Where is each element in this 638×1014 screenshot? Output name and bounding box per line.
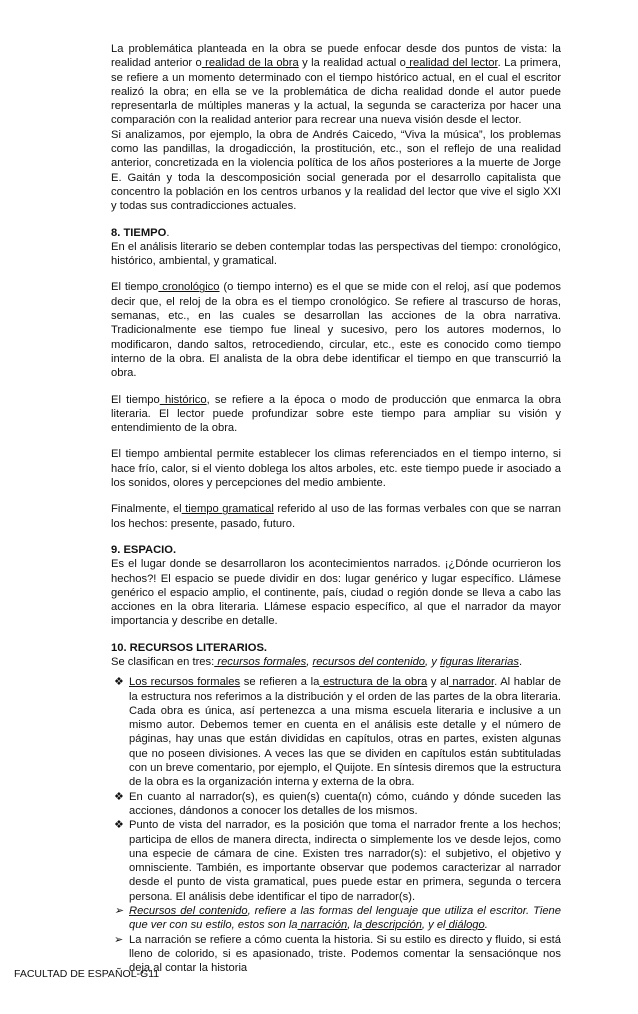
tiempo-intro: En el análisis literario se deben contemplar todas las perspectivas del tiempo: cronológico, histórico, ambiental, y gramatical. — [111, 240, 561, 268]
tiempo-historico-paragraph: El tiempo histórico, se refiere a la época o modo de producción que enmarca la obra literaria. El lector puede profundizar sobre este tiempo para ampliar su visión y entendimiento de la obra. — [111, 393, 561, 435]
tiempo-gramatical-paragraph: Finalmente, el tiempo gramatical referido al uso de las formas verbales con que se narran los hechos: presente, pasado, futuro. — [111, 503, 561, 530]
page-footer: FACULTAD DE ESPAÑOL-G11 — [14, 968, 160, 980]
section-heading-tiempo: 8. TIEMPO. — [111, 226, 170, 239]
link-realidad-obra: realidad de la obra — [201, 57, 299, 70]
list-item: ❖ En cuanto al narrador(s), es quien(s) cuenta(n) cómo, cuándo y dónde suceden las acciones, dándonos a conocer los detalles de los mismos. — [114, 790, 561, 817]
diamond-bullet-icon: ❖ — [114, 790, 124, 803]
document-body — [111, 42, 561, 976]
list-item: ➢ Recursos del contenido, refiere a las formas del lenguaje que utiliza el escritor. Tiene que ver con su estilo, estos son la narración, la descripción, y el diálogo. — [114, 905, 561, 932]
espacio-paragraph: Es el lugar donde se desarrollaron los acontecimientos narrados. ¡¿Dónde ocurrieron los hechos?! El espacio se puede dividir en dos: lugar genérico y lugar específico. Llámese genérico el espacio amplio, el continente, país, ciudad o región donde se lleva a cabo las acciones en la obra literaria. Llámese espacio específico, al que el narrador da mayor importancia y describe en detalle. — [111, 558, 561, 628]
intro-paragraph-1: La problemática planteada en la obra se puede enfocar desde dos puntos de vista: la realidad anterior o realidad de la obra y la realidad actual o realidad del lector. La primera, se refiere a un momento determinado con el tiempo histórico actual, en el cual el escritor realizó la obra; en ella se ve la problemática de dicha realidad donde el autor puede representarla de múltiples maneras y la actual, la segunda se caracteriza por hacer una comparación con la realidad anterior para recrear una nueva visión desde el lector. — [111, 43, 561, 127]
section-heading-espacio: 9. ESPACIO. — [111, 543, 177, 556]
arrow-bullet-icon: ➢ — [114, 905, 124, 918]
list-item: ❖ Punto de vista del narrador, es la posición que toma el narrador frente a los hechos; participa de ellos de manera directa, indirecta o simplemente los ve desde lejos, como una especie de cámara de cine. Existen tres narrador(s): el subjetivo, el objetivo y omnisciente. También, es importante observar que podemos caracterizar al narrador desde el punto de vista gramatical, pues puede estar en primera, segunda o tercera persona. El análisis debe identificar el tipo de narrador(s). — [114, 819, 561, 903]
intro-paragraph-2: Si analizamos, por ejemplo, la obra de Andrés Caicedo, “Viva la música”, los problemas como las pandillas, la drogadicción, la prostitución, etc., son el reflejo de una realidad anterior, concretizada en la violencia política de los años posteriores a la muerte de Jorge E. Gaitán y toda la descomposición social generada por el desarrollo capitalista que concentro la población en los centros urbanos y la realidad del lector que vive el siglo XXI y todas sus contradicciones actuales. — [111, 128, 561, 213]
arrow-bullet-icon: ➢ — [114, 933, 124, 946]
diamond-bullet-icon: ❖ — [114, 676, 124, 689]
section-heading-recursos: 10. RECURSOS LITERARIOS. — [111, 641, 268, 654]
recursos-intro: Se clasifican en tres: recursos formales, recursos del contenido, y figuras literarias. — [111, 655, 523, 668]
recursos-list — [111, 675, 561, 975]
tiempo-cronologico-paragraph: El tiempo cronológico (o tiempo interno) es el que se mide con el reloj, así que podemos decir que, el reloj de la obra es el tiempo cronológico. Se refiere al trascurso de horas, semanas, etc., en las cuales se desarrollan las acciones de la obra narrativa. Tradicionalmente ese tiempo fue lineal y sucesivo, pero los autores modernos, lo modificaron, dando saltos, retrocediendo, circular, etc., este es conocido como tiempo interno de la obra. El analista de la obra debe identificar el tiempo en que transcurrió la obra. — [111, 281, 561, 380]
list-item: ❖ Los recursos formales se refieren a la estructura de la obra y al narrador. Al hablar de la estructura nos referimos a la distribución y el orden de las partes de la obra literaria. Cada obra es única, así pertenezca a una misma escuela literaria e inclusive a un mismo autor. Debemos temer en cuenta en el análisis este detalle y el número de páginas, hay unas que están divididas en capítulos, otras en partes, existen algunas que no poseen divisiones. A veces las que se dividen en capítulos están subtituladas con un breve comentario, por ejemplo, el Quijote. En síntesis diremos que la estructura de la obra es la organización interna y externa de la obra. — [114, 676, 561, 789]
link-realidad-lector: realidad del lector — [405, 57, 498, 70]
list-item: ➢ La narración se refiere a cómo cuenta la historia. Si su estilo es directo y fluido, si está lleno de colorido, si es apasionado, triste. Podemos comentar la sensaciónque nos deja al contar la historia — [114, 933, 561, 975]
tiempo-ambiental-paragraph: El tiempo ambiental permite establecer los climas referenciados en el tiempo interno, si hace frío, calor, si el viento doblega los altos arboles, etc. este tiempo puede ir asociado a los sonidos, olores y percepciones del medio ambiente. — [111, 448, 561, 490]
diamond-bullet-icon: ❖ — [114, 819, 124, 832]
